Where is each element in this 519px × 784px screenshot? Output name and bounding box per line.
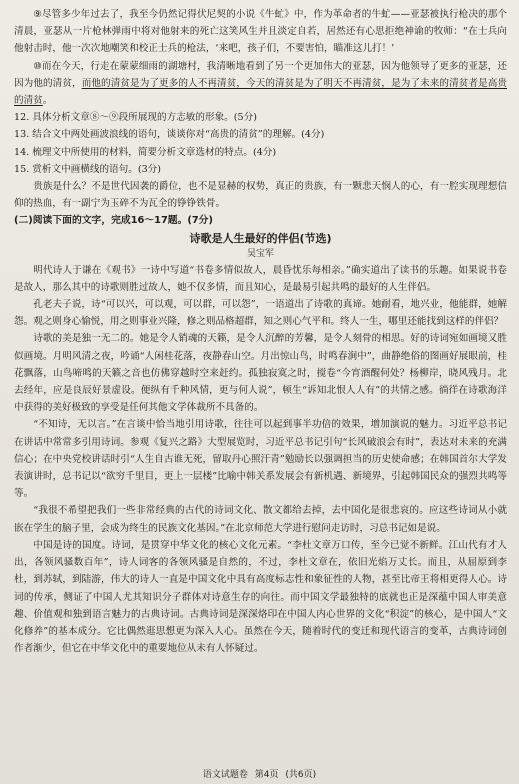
para10-end: 。 bbox=[42, 95, 53, 107]
passage-para-9: ⑨尽管多少年过去了，我至今仍然记得伏尼契的小说《牛虻》中，作为革命者的牛虻——亚瑟被执行枪决的那个清晨，亚瑟从一片枪林弹雨中将对他射来的死亡这笑风生并且淡定自若，居然还有心思拒绝神谕的牧师：“在士兵向他射击时，他一次次地嘲笑和校正士兵的枪法，‘来吧，孩子们，不要害怕，瞄准这儿打！’ bbox=[14, 9, 507, 55]
article-paragraph: 诗歌的美是独一无二的。她是令人销魂的天籁，是令人沉醉的芳馨，是令人刻骨的相思。好的诗词宛如画境又胜似画境。月明风清之夜，吟诵“人闲桂花落，夜静春山空。月出惊山鸟，时鸣春涧中”，曲静绝俗的图画好展眼前，桂花飘落，山鸟啼鸣的天籁之音也仿佛穿越时空来赶约。孤独寂寞之时，搅卷“今宵酒醒何处？杨柳岸，晓风残月。北去经年，应是良辰好景虚设。便纵有千种风情，更与何人说”，顿生“诉知北恨人人有”的共情之感。徜徉在诗歌海洋中获得的美好极致的享受是任何其他文学体裁所不具备的。 bbox=[14, 333, 507, 414]
article-author: 吴宝军 bbox=[246, 248, 274, 259]
footer-total-pages: (共6页) bbox=[285, 770, 317, 780]
page-footer bbox=[0, 767, 519, 780]
para10-underlined: 而他的清贫是为了更多的人不再清贫，今天的清贫是为了明天不再清贫，是为了未来的清贫者是高贵的清贫 bbox=[14, 77, 508, 107]
question-12: 12. 具体分析文章⑧～⑨段所展现的方志敏的形象。(5分) bbox=[14, 112, 257, 124]
article-paragraph: 中国是诗的国度。诗词，是贯穿中华文化的核心文化元素。“李杜文章万口传，至今已觉不新鲜。江山代有才人出，各领风骚数百年”，诗人词客的各领风骚是自然的，不过，李杜文章在，依旧光焰万丈长。而且，从屈原到李杜，到苏轼，到陆游，伟大的诗人一直是中国文化中具有高度标志性和象征性的人物，甚至比帝王将相更得人心。诗词的传承，侧证了中国人尤其知识分子群体对诗意生存的向往。而中国文学最独特的底就也正是深蕴中国人审美意趣、价值观和独到语言魅力的古典诗词。古典诗词是深深烙印在中国人内心世界的文化“积淀”的核心，是中国人“文化修养”的基本成分。它比偶然逛思想更为深入人心。虽然在今天，随着时代的变迁和现代语言的变革，古典诗词创作者渐少，但它在中华文化中的重要地位从未有人怀疑过。 bbox=[14, 539, 507, 655]
passage-para-10 bbox=[14, 58, 507, 110]
question-15: 15. 赏析文中画横线的语句。(3分) bbox=[14, 163, 162, 175]
para10-start: ⑩而在今天，行走在蒙蒙细雨的湖塘村，我清晰地看到了另一个更加伟大的亚瑟，因为他领导了更多的亚瑟，还因为他的清贫， bbox=[14, 60, 507, 89]
question-13: 13. 结合文中两处画波浪线的语句，谈谈你对“高贵的清贫”的理解。(4分) bbox=[14, 129, 325, 141]
section-b-heading: (二)阅读下面的文字，完成16～17题。(7分) bbox=[14, 215, 213, 227]
article-paragraph: 明代诗人于谦在《观书》一诗中写道“书卷多情似故人，晨昏忧乐每相亲。”确实道出了读书的乐趣。如果说书卷是故人，那么其中的诗歌则胜过故人，她不仅多情，而且知心，是最易引起共鸣的最好的人生伴侣。 bbox=[14, 264, 507, 293]
footer-subject: 语文试题卷 bbox=[202, 770, 248, 780]
note-paragraph: 贵族是什么？不是世代因袭的爵位，也不是显赫的权势，真正的贵族，有一颗悲天悯人的心，有一腔实现理想信仰的热血，有一副宁为玉碎不为瓦全的铮铮铁骨。 bbox=[14, 181, 507, 210]
article-paragraph: “不知诗，无以言。”在言谈中恰当地引用诗歌，往往可以起到事半功倍的效果，增加演说的魅力。习近平总书记在讲话中常常多引用诗词。参观《复兴之路》大型展览时，习近平总书记引句“长风破浪会有时”，表达对未来的充满信心；在中央党校讲话时引“人生自古谁无死，留取丹心照汗青”勉励长以强调担当的历史使命感；在韩国首尔大学发表演讲时，总书记以“欲穷千里目，更上一层楼”比喻中韩关系发展会有新机遇、新境界，引起韩国民众的强烈共鸣等等。 bbox=[14, 419, 507, 500]
footer-page-number: 第4页 bbox=[254, 770, 279, 780]
article-paragraph: 孔老夫子说，诗“可以兴，可以观，可以群，可以怨”，一语道出了诗歌的真谛。她耐看，地兴业，他能群，她解怨。观之则身心愉悦，用之则事业兴隆，修之则品格超群，知之则心气平和。终人一生，哪里还能找到这样的伴侣？ bbox=[14, 299, 507, 328]
article-paragraph: “我很不希望把我们一些非常经典的古代的诗词文化、散文都给去掉，去中国化是很悲哀的。应这些诗词从小就嵌在学生的脑子里，会成为终生的民族文化基因。”在北京师范大学进行慰问走访时，习总书记如是说。 bbox=[14, 505, 507, 534]
question-14: 14. 梳理文中所使用的材料，简要分析文章选材的特点。(4分) bbox=[14, 146, 277, 158]
article-title: 诗歌是人生最好的伴侣(节选) bbox=[189, 231, 332, 245]
